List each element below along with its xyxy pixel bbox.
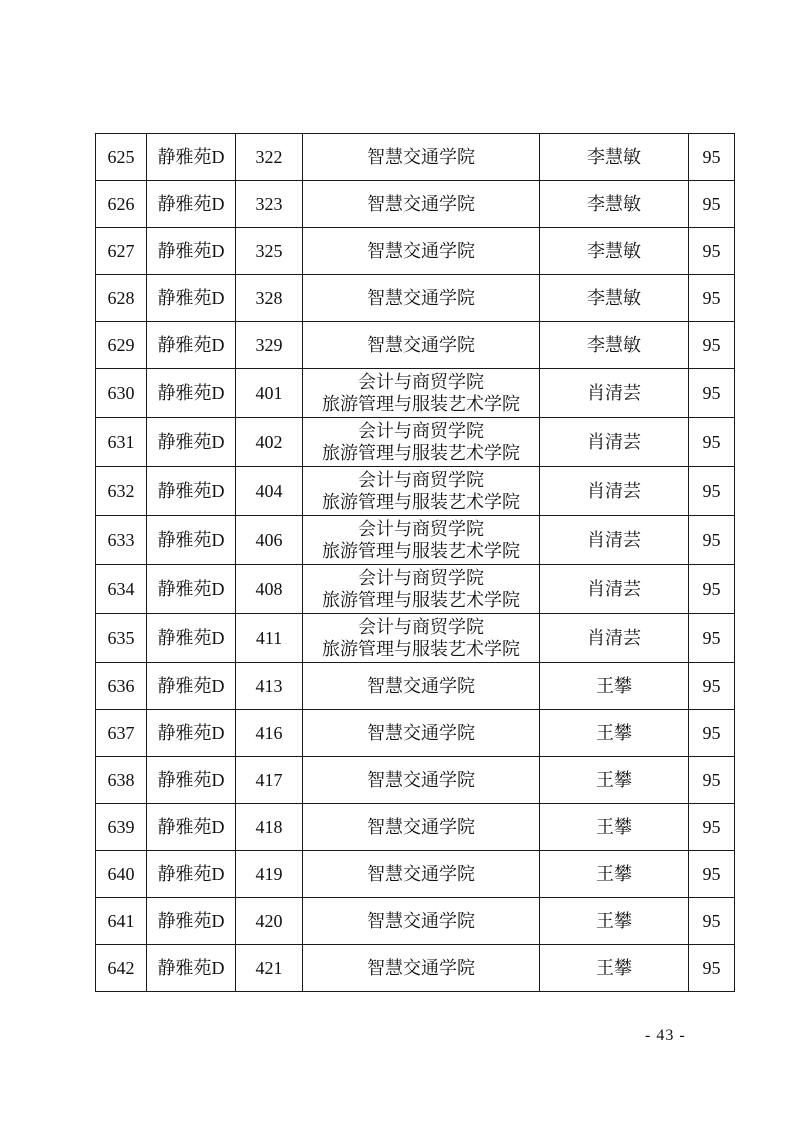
- college-cell: [303, 181, 540, 228]
- college-name: 智慧交通学院: [367, 288, 475, 308]
- manager-cell: 肖清芸: [540, 516, 689, 565]
- row-number-cell: 627: [96, 228, 147, 275]
- row-number-cell: 641: [96, 898, 147, 945]
- college-name: 智慧交通学院: [367, 676, 475, 696]
- college-name: 智慧交通学院: [367, 723, 475, 743]
- building-cell: 静雅苑D: [147, 181, 236, 228]
- manager-cell: 肖清芸: [540, 418, 689, 467]
- table-row: [96, 851, 735, 898]
- room-number-cell: 406: [236, 516, 303, 565]
- college-name: 智慧交通学院: [367, 194, 475, 214]
- building-cell: 静雅苑D: [147, 565, 236, 614]
- table-row: [96, 228, 735, 275]
- score-cell: 95: [689, 710, 735, 757]
- manager-cell: 李慧敏: [540, 181, 689, 228]
- building-cell: 静雅苑D: [147, 516, 236, 565]
- row-number-cell: 640: [96, 851, 147, 898]
- row-number-cell: 634: [96, 565, 147, 614]
- building-cell: 静雅苑D: [147, 418, 236, 467]
- score-cell: 95: [689, 663, 735, 710]
- college-name: 旅游管理与服装艺术学院: [322, 639, 520, 659]
- college-cell: [303, 418, 540, 467]
- college-cell: [303, 804, 540, 851]
- row-number-cell: 642: [96, 945, 147, 992]
- room-number-cell: 420: [236, 898, 303, 945]
- building-cell: 静雅苑D: [147, 804, 236, 851]
- college-name: 旅游管理与服装艺术学院: [322, 443, 520, 463]
- college-name: 会计与商贸学院: [358, 470, 484, 490]
- score-cell: 95: [689, 181, 735, 228]
- score-cell: 95: [689, 516, 735, 565]
- room-number-cell: 329: [236, 322, 303, 369]
- manager-cell: 王攀: [540, 663, 689, 710]
- score-cell: 95: [689, 851, 735, 898]
- dormitory-score-table: [95, 133, 735, 992]
- college-name: 智慧交通学院: [367, 770, 475, 790]
- manager-cell: 李慧敏: [540, 275, 689, 322]
- building-cell: 静雅苑D: [147, 663, 236, 710]
- college-cell: [303, 369, 540, 418]
- score-cell: 95: [689, 614, 735, 663]
- score-cell: 95: [689, 757, 735, 804]
- row-number-cell: 637: [96, 710, 147, 757]
- row-number-cell: 632: [96, 467, 147, 516]
- table-row: [96, 467, 735, 516]
- room-number-cell: 413: [236, 663, 303, 710]
- college-name: 智慧交通学院: [367, 147, 475, 167]
- building-cell: 静雅苑D: [147, 467, 236, 516]
- college-cell: [303, 467, 540, 516]
- college-cell: [303, 565, 540, 614]
- college-cell: [303, 945, 540, 992]
- manager-cell: 肖清芸: [540, 565, 689, 614]
- building-cell: 静雅苑D: [147, 710, 236, 757]
- college-name: 旅游管理与服装艺术学院: [322, 492, 520, 512]
- manager-cell: 李慧敏: [540, 134, 689, 181]
- manager-cell: 王攀: [540, 945, 689, 992]
- room-number-cell: 328: [236, 275, 303, 322]
- table-row: [96, 275, 735, 322]
- table-row: [96, 804, 735, 851]
- table-row: [96, 565, 735, 614]
- room-number-cell: 419: [236, 851, 303, 898]
- room-number-cell: 325: [236, 228, 303, 275]
- building-cell: 静雅苑D: [147, 614, 236, 663]
- table-body: [96, 134, 735, 992]
- college-name: 会计与商贸学院: [358, 617, 484, 637]
- manager-cell: 李慧敏: [540, 228, 689, 275]
- college-name: 智慧交通学院: [367, 864, 475, 884]
- college-cell: [303, 663, 540, 710]
- score-cell: 95: [689, 804, 735, 851]
- college-cell: [303, 275, 540, 322]
- room-number-cell: 322: [236, 134, 303, 181]
- college-name: 会计与商贸学院: [358, 421, 484, 441]
- college-cell: [303, 322, 540, 369]
- score-cell: 95: [689, 322, 735, 369]
- room-number-cell: 411: [236, 614, 303, 663]
- manager-cell: 王攀: [540, 898, 689, 945]
- row-number-cell: 639: [96, 804, 147, 851]
- score-cell: 95: [689, 275, 735, 322]
- college-cell: [303, 614, 540, 663]
- college-cell: [303, 851, 540, 898]
- building-cell: 静雅苑D: [147, 898, 236, 945]
- row-number-cell: 635: [96, 614, 147, 663]
- room-number-cell: 401: [236, 369, 303, 418]
- table-row: [96, 181, 735, 228]
- score-cell: 95: [689, 369, 735, 418]
- row-number-cell: 631: [96, 418, 147, 467]
- manager-cell: 王攀: [540, 851, 689, 898]
- dormitory-score-sheet: [95, 133, 734, 992]
- manager-cell: 肖清芸: [540, 369, 689, 418]
- room-number-cell: 402: [236, 418, 303, 467]
- score-cell: 95: [689, 134, 735, 181]
- manager-cell: 王攀: [540, 804, 689, 851]
- table-row: [96, 322, 735, 369]
- table-row: [96, 516, 735, 565]
- building-cell: 静雅苑D: [147, 945, 236, 992]
- college-name: 旅游管理与服装艺术学院: [322, 541, 520, 561]
- building-cell: 静雅苑D: [147, 228, 236, 275]
- table-row: [96, 757, 735, 804]
- room-number-cell: 416: [236, 710, 303, 757]
- score-cell: 95: [689, 565, 735, 614]
- table-row: [96, 710, 735, 757]
- manager-cell: 肖清芸: [540, 467, 689, 516]
- college-cell: [303, 898, 540, 945]
- building-cell: 静雅苑D: [147, 757, 236, 804]
- building-cell: 静雅苑D: [147, 134, 236, 181]
- college-cell: [303, 516, 540, 565]
- room-number-cell: 418: [236, 804, 303, 851]
- row-number-cell: 626: [96, 181, 147, 228]
- score-cell: 95: [689, 228, 735, 275]
- building-cell: 静雅苑D: [147, 322, 236, 369]
- college-name: 智慧交通学院: [367, 817, 475, 837]
- college-name: 会计与商贸学院: [358, 372, 484, 392]
- score-cell: 95: [689, 898, 735, 945]
- row-number-cell: 636: [96, 663, 147, 710]
- row-number-cell: 629: [96, 322, 147, 369]
- table-row: [96, 898, 735, 945]
- college-name: 智慧交通学院: [367, 911, 475, 931]
- manager-cell: 王攀: [540, 757, 689, 804]
- college-cell: [303, 710, 540, 757]
- row-number-cell: 628: [96, 275, 147, 322]
- table-row: [96, 369, 735, 418]
- room-number-cell: 408: [236, 565, 303, 614]
- manager-cell: 王攀: [540, 710, 689, 757]
- college-name: 智慧交通学院: [367, 958, 475, 978]
- college-cell: [303, 134, 540, 181]
- row-number-cell: 633: [96, 516, 147, 565]
- row-number-cell: 630: [96, 369, 147, 418]
- college-name: 智慧交通学院: [367, 335, 475, 355]
- table-row: [96, 134, 735, 181]
- score-cell: 95: [689, 945, 735, 992]
- college-cell: [303, 228, 540, 275]
- college-name: 旅游管理与服装艺术学院: [322, 590, 520, 610]
- college-name: 会计与商贸学院: [358, 519, 484, 539]
- room-number-cell: 417: [236, 757, 303, 804]
- table-row: [96, 418, 735, 467]
- room-number-cell: 404: [236, 467, 303, 516]
- college-name: 旅游管理与服装艺术学院: [322, 394, 520, 414]
- college-name: 智慧交通学院: [367, 241, 475, 261]
- manager-cell: 肖清芸: [540, 614, 689, 663]
- room-number-cell: 421: [236, 945, 303, 992]
- table-row: [96, 663, 735, 710]
- college-name: 会计与商贸学院: [358, 568, 484, 588]
- building-cell: 静雅苑D: [147, 851, 236, 898]
- building-cell: 静雅苑D: [147, 369, 236, 418]
- room-number-cell: 323: [236, 181, 303, 228]
- manager-cell: 李慧敏: [540, 322, 689, 369]
- college-cell: [303, 757, 540, 804]
- table-row: [96, 945, 735, 992]
- building-cell: 静雅苑D: [147, 275, 236, 322]
- page-number: - 43 -: [645, 1027, 686, 1044]
- score-cell: 95: [689, 467, 735, 516]
- row-number-cell: 638: [96, 757, 147, 804]
- row-number-cell: 625: [96, 134, 147, 181]
- table-row: [96, 614, 735, 663]
- score-cell: 95: [689, 418, 735, 467]
